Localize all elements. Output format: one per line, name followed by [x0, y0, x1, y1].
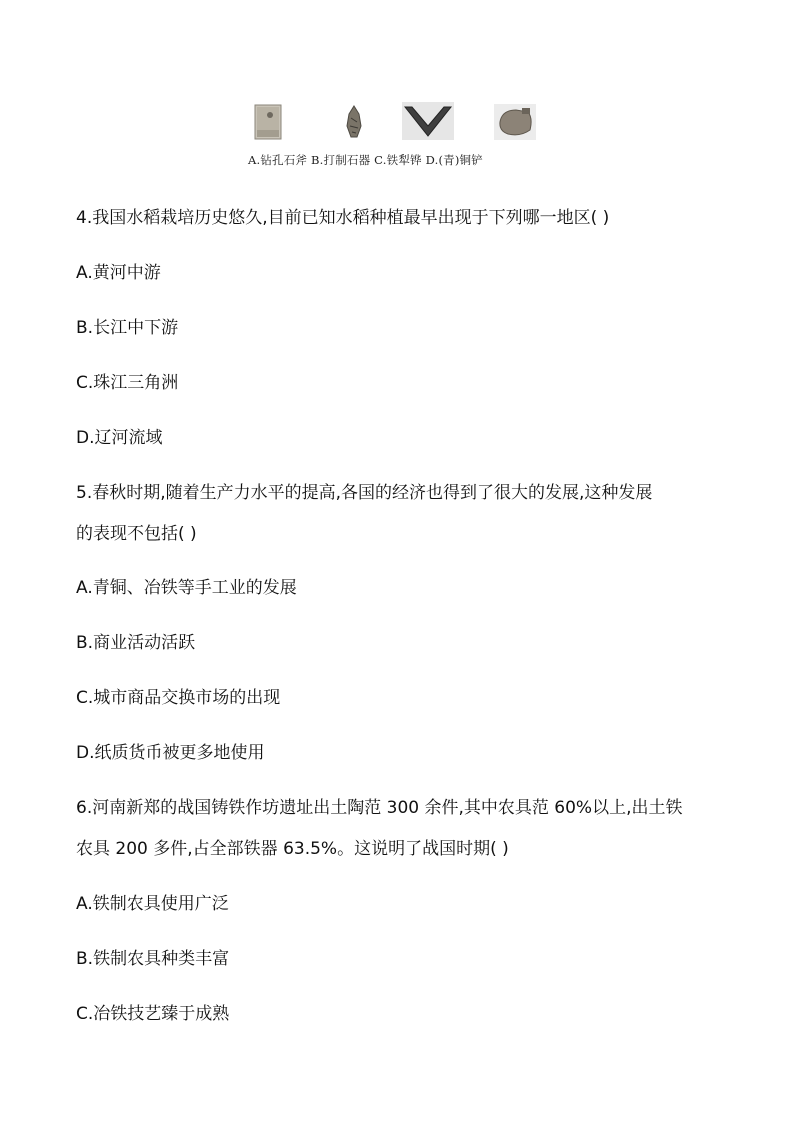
artifact-figure	[248, 100, 548, 172]
question-4-option-a[interactable]: A.黄河中游	[76, 263, 161, 283]
question-5-option-a[interactable]: A.青铜、冶铁等手工业的发展	[76, 578, 297, 598]
question-6-option-a[interactable]: A.铁制农具使用广泛	[76, 894, 229, 914]
question-5-stem-line-1: 5.春秋时期,随着生产力水平的提高,各国的经济也得到了很大的发展,这种发展	[76, 483, 653, 503]
question-6-option-b[interactable]: B.铁制农具种类丰富	[76, 949, 230, 969]
question-5-stem-line-2: 的表现不包括( )	[76, 524, 197, 544]
question-4-option-c[interactable]: C.珠江三角洲	[76, 373, 179, 393]
question-6-stem-line-2: 农具 200 多件,占全部铁器 63.5%。这说明了战国时期( )	[76, 839, 509, 859]
question-4-stem: 4.我国水稻栽培历史悠久,目前已知水稻种植最早出现于下列哪一地区( )	[76, 208, 610, 228]
bronze-shovel-image	[494, 104, 536, 140]
question-4-option-b[interactable]: B.长江中下游	[76, 318, 179, 338]
question-5-option-c[interactable]: C.城市商品交换市场的出现	[76, 688, 281, 708]
question-5-option-b[interactable]: B.商业活动活跃	[76, 633, 196, 653]
chipped-stone-tool-image	[344, 104, 364, 140]
iron-plowshare-image	[402, 102, 454, 140]
question-5-option-d[interactable]: D.纸质货币被更多地使用	[76, 743, 265, 763]
drilled-stone-axe-image	[254, 104, 282, 140]
question-6-option-c[interactable]: C.冶铁技艺臻于成熟	[76, 1004, 230, 1024]
question-4-option-d[interactable]: D.辽河流域	[76, 428, 163, 448]
figure-caption: A.钻孔石斧 B.打制石器 C.铁犁铧 D.(青)铜铲	[248, 153, 483, 167]
question-6-stem-line-1: 6.河南新郑的战国铸铁作坊遗址出土陶范 300 余件,其中农具范 60%以上,出土铁	[76, 798, 683, 818]
